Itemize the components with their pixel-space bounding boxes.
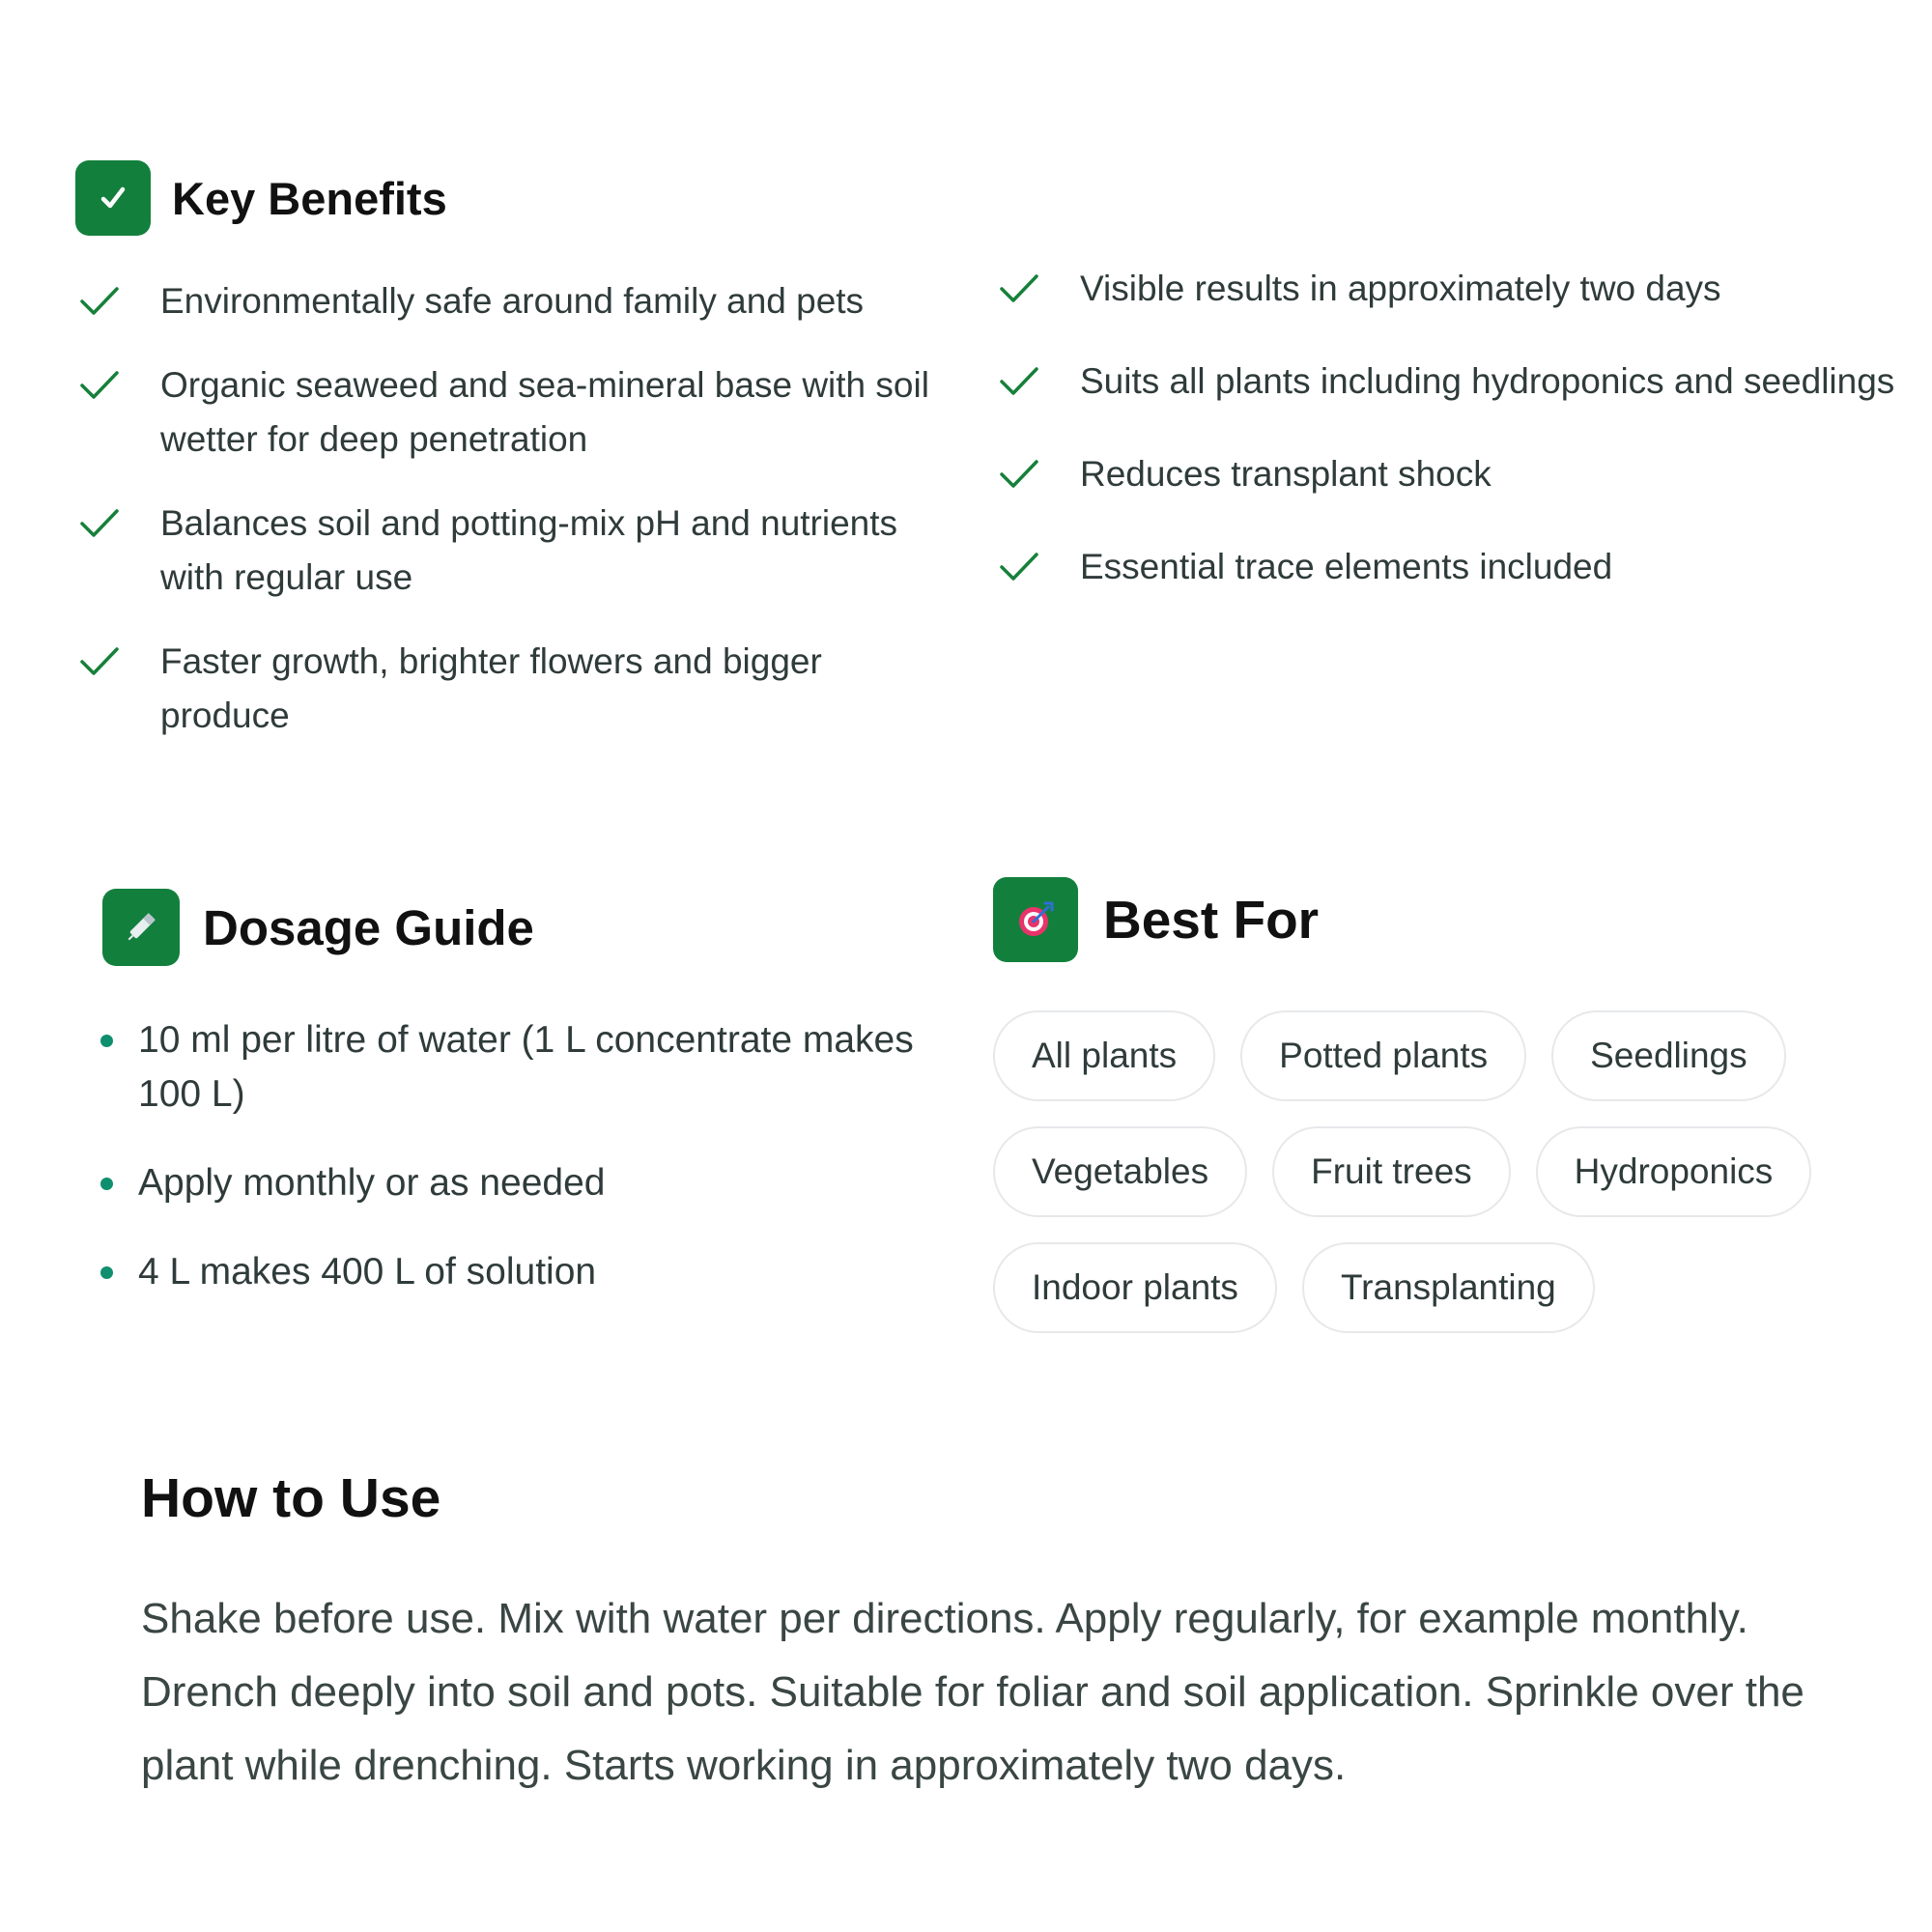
check-icon — [77, 497, 122, 551]
tag-fruit-trees[interactable]: Fruit trees — [1272, 1126, 1511, 1217]
tag-seedlings[interactable]: Seedlings — [1551, 1010, 1786, 1101]
tag-hydroponics[interactable]: Hydroponics — [1536, 1126, 1812, 1217]
key-benefits-title: Key Benefits — [172, 172, 447, 224]
best-for-title: Best For — [1103, 890, 1320, 950]
check-icon — [997, 540, 1041, 594]
benefit-item — [997, 262, 1895, 316]
bullet-dot-icon — [100, 1266, 113, 1279]
benefit-text: Suits all plants including hydroponics and seedlings — [1080, 361, 1895, 401]
bullet-dot-icon — [100, 1178, 113, 1190]
dosage-list — [100, 1013, 970, 1334]
check-icon — [77, 635, 122, 689]
target-icon — [993, 877, 1078, 962]
dosage-item — [100, 1156, 970, 1210]
benefit-text: Faster growth, brighter flowers and bigger produce — [160, 641, 822, 735]
benefit-item — [997, 355, 1895, 409]
syringe-icon — [102, 889, 180, 966]
how-to-use-title: How to Use — [141, 1467, 441, 1529]
benefit-item — [77, 274, 947, 328]
benefit-text: Environmentally safe around family and pets — [160, 281, 865, 321]
tag-transplanting[interactable]: Transplanting — [1302, 1242, 1595, 1333]
benefit-item — [77, 358, 947, 467]
benefit-item — [77, 497, 947, 605]
key-benefits-list-right — [997, 262, 1895, 633]
how-to-use-body: Shake before use. Mix with water per directions. Apply regularly, for example monthly. Drench deeply into soil and pots. Suitable for foliar and soil application. Sprinkle over the plant while drenching. Starts working in approximately two days. — [141, 1595, 1804, 1789]
dosage-guide-title: Dosage Guide — [203, 899, 534, 955]
checkbox-check-icon — [75, 160, 151, 236]
benefit-text: Visible results in approximately two days — [1080, 269, 1721, 308]
dosage-item — [100, 1013, 970, 1122]
tag-row — [993, 1242, 1920, 1333]
best-for-header — [993, 877, 1319, 962]
check-icon — [997, 262, 1041, 316]
best-for-tags — [993, 1010, 1920, 1358]
tag-row — [993, 1010, 1920, 1101]
key-benefits-list-left — [77, 274, 947, 773]
benefit-text: Organic seaweed and sea-mineral base with soil wetter for deep penetration — [160, 365, 929, 459]
dosage-item — [100, 1245, 970, 1299]
tag-vegetables[interactable]: Vegetables — [993, 1126, 1247, 1217]
benefit-item — [997, 447, 1895, 501]
benefit-item — [77, 635, 947, 743]
benefit-text: Balances soil and potting-mix pH and nutrients with regular use — [160, 503, 898, 597]
check-icon — [997, 447, 1041, 501]
tag-indoor-plants[interactable]: Indoor plants — [993, 1242, 1277, 1333]
tag-row — [993, 1126, 1920, 1217]
dosage-text: 4 L makes 400 L of solution — [138, 1251, 597, 1293]
benefit-text: Reduces transplant shock — [1080, 454, 1492, 494]
check-icon — [997, 355, 1041, 409]
dosage-text: 10 ml per litre of water (1 L concentrate makes 100 L) — [138, 1019, 914, 1115]
tag-all-plants[interactable]: All plants — [993, 1010, 1215, 1101]
benefit-text: Essential trace elements included — [1080, 547, 1613, 586]
dosage-text: Apply monthly or as needed — [138, 1162, 606, 1204]
key-benefits-header — [75, 160, 447, 236]
tag-potted-plants[interactable]: Potted plants — [1240, 1010, 1526, 1101]
bullet-dot-icon — [100, 1035, 113, 1047]
dosage-guide-header — [102, 889, 534, 966]
check-icon — [77, 274, 122, 328]
check-icon — [77, 358, 122, 412]
benefit-item — [997, 540, 1895, 594]
